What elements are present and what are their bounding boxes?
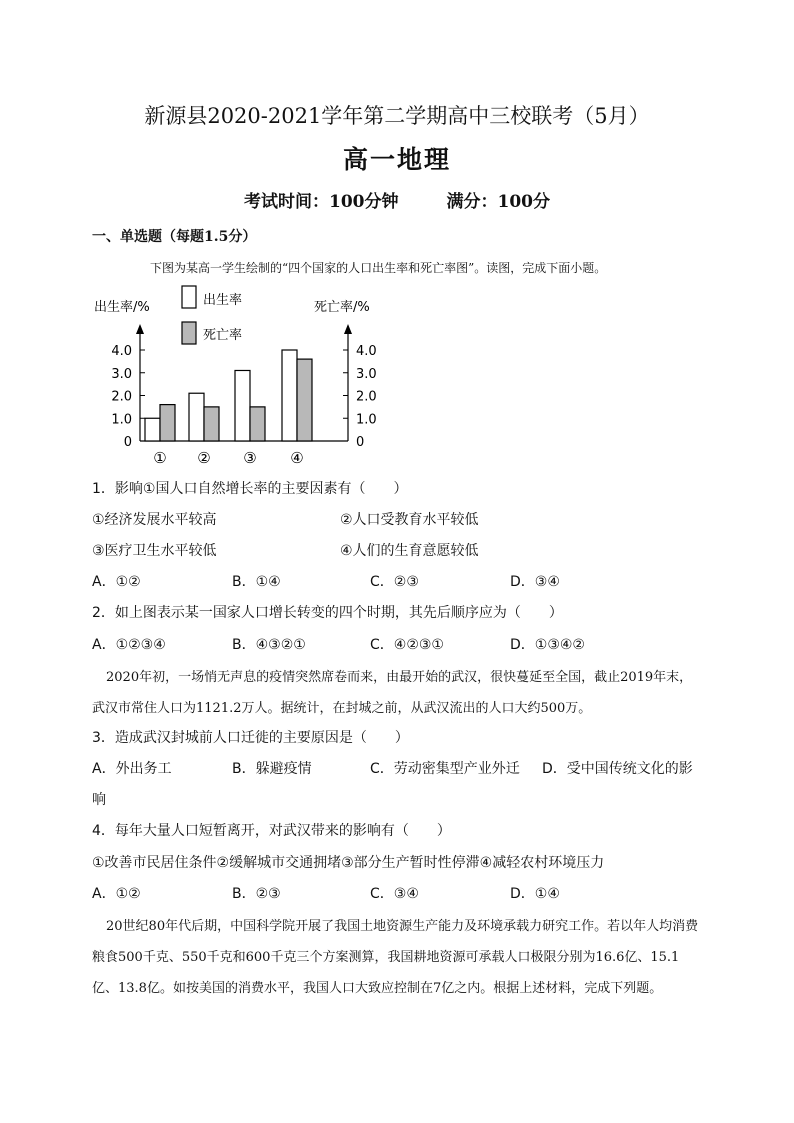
- bar-death-rate: [160, 405, 175, 441]
- exam-title: 新源县2020-2021学年第二学期高中三校联考（5月）: [144, 104, 650, 128]
- q2-option-b[interactable]: B．④③②①: [232, 637, 306, 653]
- legend-birth-rate-swatch: [182, 286, 196, 308]
- right-axis-title: 死亡率/%: [314, 300, 370, 315]
- q3-option-c[interactable]: C．劳动密集型产业外迁: [370, 761, 520, 777]
- q3-stem: 3．造成武汉封城前人口迁徙的主要原因是（ ）: [92, 730, 409, 746]
- bar-birth-rate: [145, 418, 160, 441]
- q3-option-d-continued: 响: [92, 792, 106, 808]
- q4-statements: ①改善市民居住条件②缓解城市交通拥堵③部分生产暂时性停滞④减轻农村环境压力: [92, 855, 605, 871]
- left-tick-label: 3.0: [111, 366, 132, 382]
- subject-title: 高一地理: [342, 145, 451, 174]
- right-tick-label: 4.0: [356, 344, 377, 359]
- q1-statement-4: ④人们的生育意愿较低: [340, 543, 479, 559]
- q2-option-c[interactable]: C．④②③①: [370, 637, 444, 653]
- q4-stem: 4．每年大量人口短暂离开，对武汉带来的影响有（ ）: [92, 823, 451, 839]
- left-axis-arrow: [136, 324, 144, 334]
- section-heading: 一、单选题（每题1.5分）: [92, 229, 257, 245]
- exam-info: [0, 187, 794, 212]
- q1-option-b[interactable]: B．①④: [232, 574, 281, 590]
- category-label: ③: [243, 449, 257, 467]
- q1-statement-1: ①经济发展水平较高: [92, 512, 217, 528]
- q3-option-d[interactable]: D．受中国传统文化的影: [542, 761, 693, 777]
- right-tick-label: 1.0: [356, 412, 377, 428]
- bar-birth-rate: [189, 393, 204, 441]
- q4-option-c[interactable]: C．③④: [370, 886, 419, 902]
- right-tick-label: 0: [356, 435, 365, 450]
- right-tick-label: 3.0: [356, 366, 377, 382]
- left-tick-label: 2.0: [111, 389, 132, 405]
- q1-option-d[interactable]: D．③④: [510, 574, 560, 590]
- q2-option-d[interactable]: D．①③④②: [510, 637, 585, 653]
- q3-option-b[interactable]: B．躲避疫情: [232, 761, 312, 777]
- birth-death-rate-chart: [90, 282, 390, 470]
- category-label: ①: [153, 449, 167, 467]
- left-tick-label: 1.0: [111, 412, 132, 428]
- q4-option-a[interactable]: A．①②: [92, 886, 141, 902]
- bar-death-rate: [250, 407, 265, 441]
- left-tick-label: 4.0: [111, 344, 132, 359]
- exam-time: 考试时间：100分钟: [244, 192, 399, 212]
- q2-option-a[interactable]: A．①②③④: [92, 637, 166, 653]
- q4-option-b[interactable]: B．②③: [232, 886, 281, 902]
- q4-option-d[interactable]: D．①④: [510, 886, 560, 902]
- chart-intro: 下图为某高一学生绘制的“四个国家的人口出生率和死亡率图”。读图，完成下面小题。: [150, 261, 607, 275]
- left-axis-title: 出生率/%: [94, 300, 150, 315]
- q1-statement-3: ③医疗卫生水平较低: [92, 543, 217, 559]
- right-axis-arrow: [344, 324, 352, 334]
- exam-full-score: 满分：100分: [446, 192, 550, 212]
- bar-death-rate: [297, 359, 312, 441]
- bar-death-rate: [204, 407, 219, 441]
- wuhan-passage: 2020年初，一场悄无声息的疫情突然席卷而来，由最开始的武汉，很快蔓延至全国，截止2019年末，武汉市常住人口为1121.2万人。据统计，在封城之前，从武汉流出的人口大约500万。: [92, 670, 693, 716]
- q2-stem: 2．如上图表示某一国家人口增长转变的四个时期，其先后顺序应为（ ）: [92, 605, 563, 621]
- bar-birth-rate: [282, 350, 297, 441]
- q1-stem: 1．影响①国人口自然增长率的主要因素有（ ）: [92, 481, 408, 497]
- category-label: ④: [290, 449, 304, 467]
- left-tick-label: 0: [123, 435, 132, 450]
- bar-birth-rate: [235, 370, 250, 441]
- q1-option-c[interactable]: C．②③: [370, 574, 419, 590]
- land-capacity-passage: 20世纪80年代后期，中国科学院开展了我国土地资源生产能力及环境承载力研究工作。若以年人均消费粮食500千克、550千克和600千克三个方案测算，我国耕地资源可承载人口极限分别为16.6亿、15.1亿、13.8亿。如按美国的消费水平，我国人口大致应控制在7亿之内。根据上述材料，完成下列题。: [92, 919, 699, 996]
- legend-death-rate-swatch: [182, 322, 196, 344]
- legend-birth-rate-label: 出生率: [203, 293, 243, 308]
- q1-option-a[interactable]: A．①②: [92, 574, 141, 590]
- category-label: ②: [197, 449, 211, 467]
- q3-option-a[interactable]: A．外出务工: [92, 761, 172, 777]
- q1-statement-2: ②人口受教育水平较低: [340, 512, 479, 528]
- right-tick-label: 2.0: [356, 389, 377, 405]
- legend-death-rate-label: 死亡率: [203, 328, 243, 343]
